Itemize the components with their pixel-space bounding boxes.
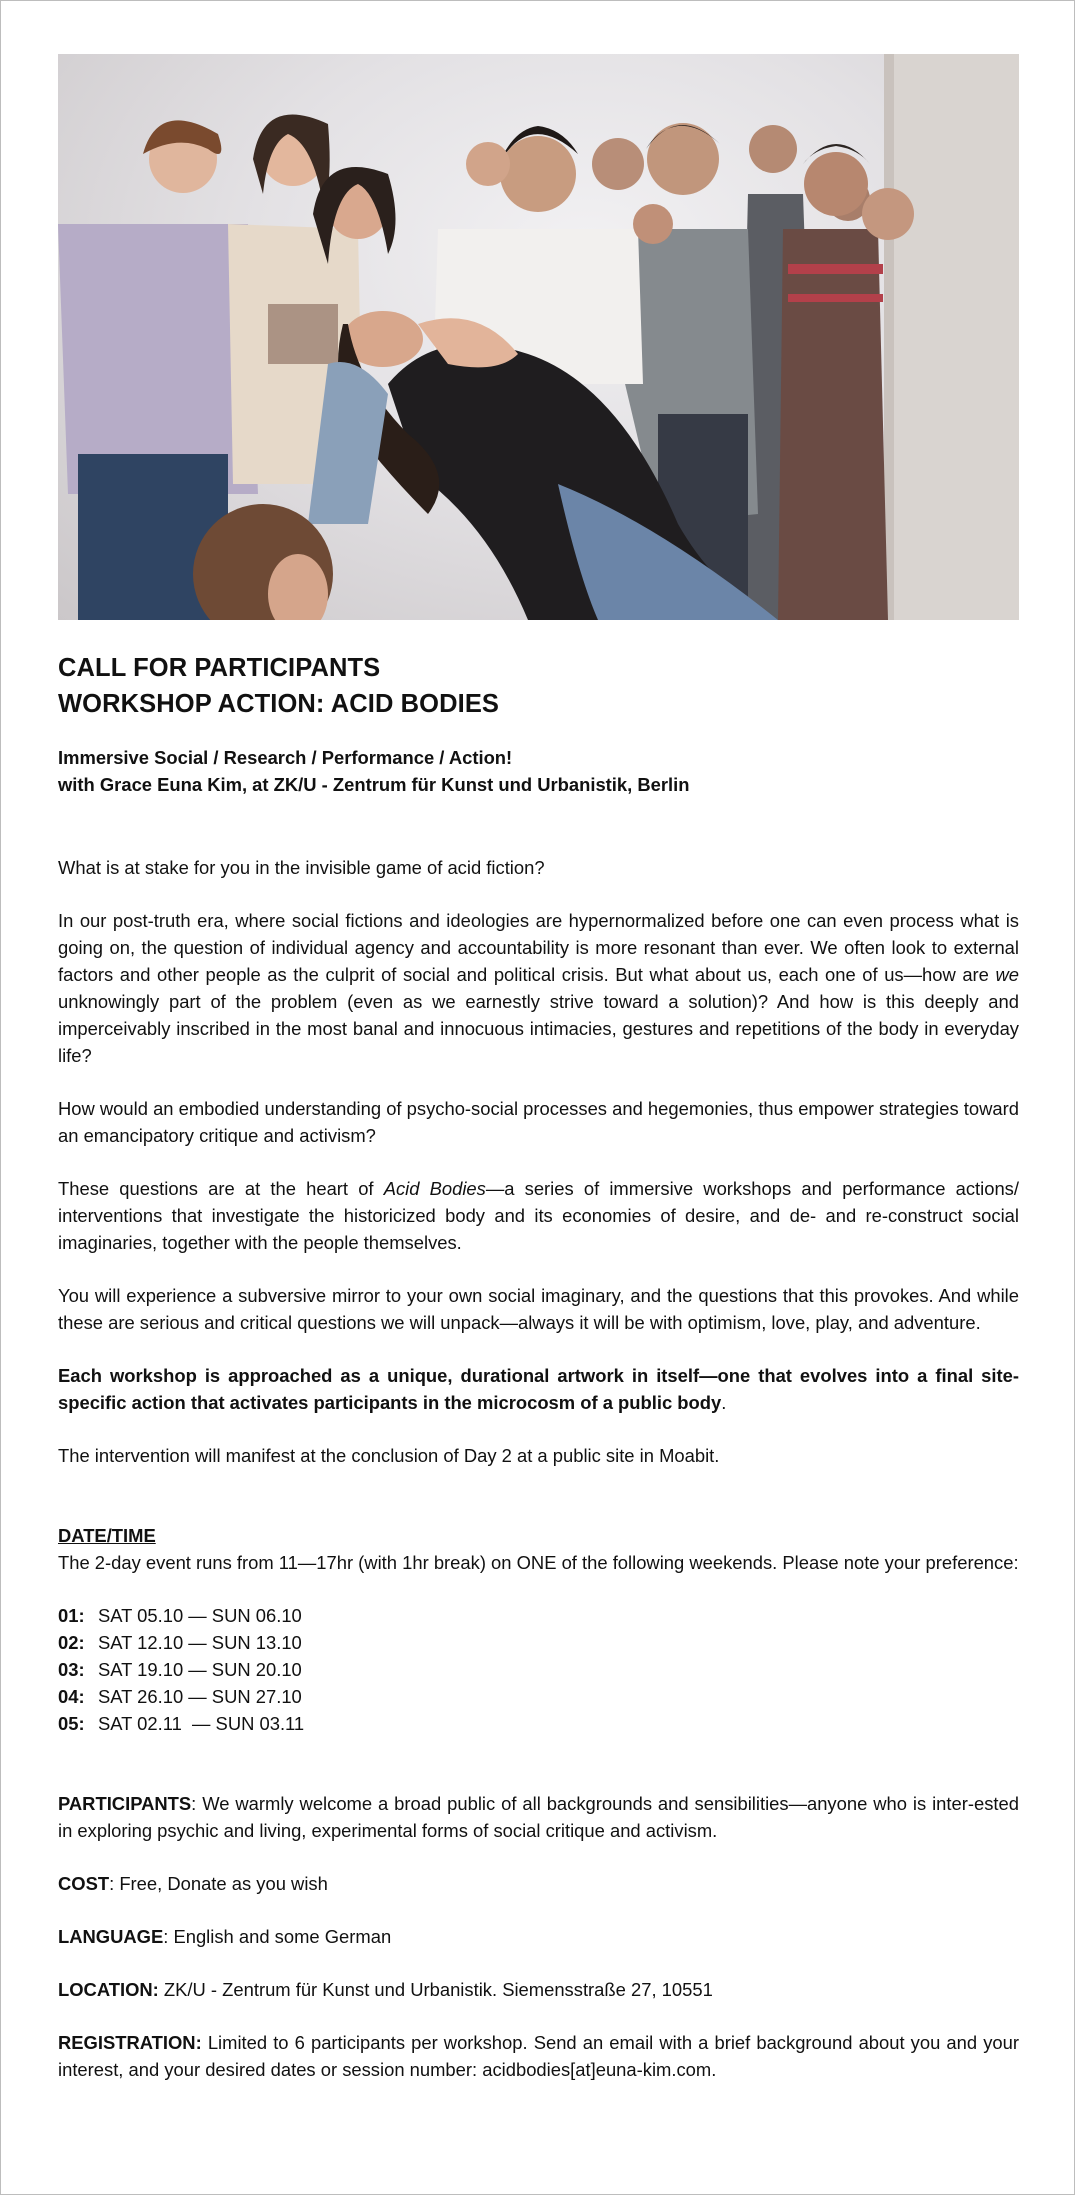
title-line-2: WORKSHOP ACTION: ACID BODIES: [58, 690, 500, 718]
paragraph-6: The intervention will manifest at the conclusion of Day 2 at a public site in Moabit.: [58, 1445, 720, 1466]
session-item: 01: SAT 05.10 — SUN 06.10: [58, 1605, 302, 1626]
datetime-heading: DATE/TIME: [58, 1525, 156, 1546]
cost-info: COST: Free, Donate as you wish: [58, 1873, 328, 1894]
subtitle: [58, 744, 1019, 798]
subtitle-line-2: with Grace Euna Kim, at ZK/U - Zentrum für Kunst und Urbanistik, Berlin: [58, 774, 690, 795]
performance-photo: [58, 54, 1019, 620]
session-item: 03: SAT 19.10 — SUN 20.10: [58, 1659, 302, 1680]
language-info: LANGUAGE: English and some German: [58, 1926, 392, 1947]
paragraph-5: Each workshop is approached as a unique, durational artwork in itself—one that evolves into a final site-specific action that activates participants in the microcosm of a public body.: [58, 1365, 1019, 1413]
photo-illustration: [58, 54, 1019, 620]
participants-info: PARTICIPANTS: We warmly welcome a broad public of all backgrounds and sensibilities—anyone who is inter-ested in exploring psychic and living, experimental forms of social critique and activism.: [58, 1793, 1019, 1841]
paragraph-1: In our post-truth era, where social fictions and ideologies are hypernormalized before one can even process what is going on, the question of individual agency and accountability is more resonant than ever. We often look to external factors and other people as the culprit of social and political crisis. But what about us, each one of us—how are we unknowingly part of the problem (even as we earnestly strive toward a solution)? And how is this deeply and imperceivably inscribed in the most banal and innocuous intimacies, gestures and repetitions of the body in everyday life?: [58, 910, 1019, 1066]
location-info: LOCATION: ZK/U - Zentrum für Kunst und Urbanistik. Siemensstraße 27, 10551: [58, 1979, 713, 2000]
session-item: 02: SAT 12.10 — SUN 13.10: [58, 1632, 302, 1653]
paragraph-2: How would an embodied understanding of psycho-social processes and hegemonies, thus empower strategies toward an emancipatory critique and activism?: [58, 1098, 1019, 1146]
session-list: [58, 1602, 1019, 1737]
subtitle-line-1: Immersive Social / Research / Performance / Action!: [58, 747, 513, 768]
lead-question: What is at stake for you in the invisible game of acid fiction?: [58, 857, 545, 878]
session-item: 04: SAT 26.10 — SUN 27.10: [58, 1686, 302, 1707]
paragraph-4: You will experience a subversive mirror to your own social imaginary, and the questions that this provokes. And while these are serious and critical questions we will unpack—always it will be with optimism, love, play, and adventure.: [58, 1285, 1019, 1333]
body-text: [58, 854, 1019, 1469]
poster-content: [58, 54, 1019, 2083]
title: [58, 650, 1019, 722]
datetime-intro: The 2-day event runs from 11—17hr (with 1hr break) on ONE of the following weekends. Please note your preference:: [58, 1552, 1019, 1573]
paragraph-3: These questions are at the heart of Acid Bodies—a series of immersive workshops and performance actions/ interventions that investigate the historicized body and its economies of desire, and de- and re-construct social imaginaries, together with the people themselves.: [58, 1178, 1019, 1253]
session-item: 05: SAT 02.11 — SUN 03.11: [58, 1713, 305, 1734]
title-line-1: CALL FOR PARTICIPANTS: [58, 654, 381, 682]
registration-info: REGISTRATION: Limited to 6 participants per workshop. Send an email with a brief background about you and your interest, and your desired dates or session number: acidbodies[at]euna-kim.com.: [58, 2032, 1019, 2080]
